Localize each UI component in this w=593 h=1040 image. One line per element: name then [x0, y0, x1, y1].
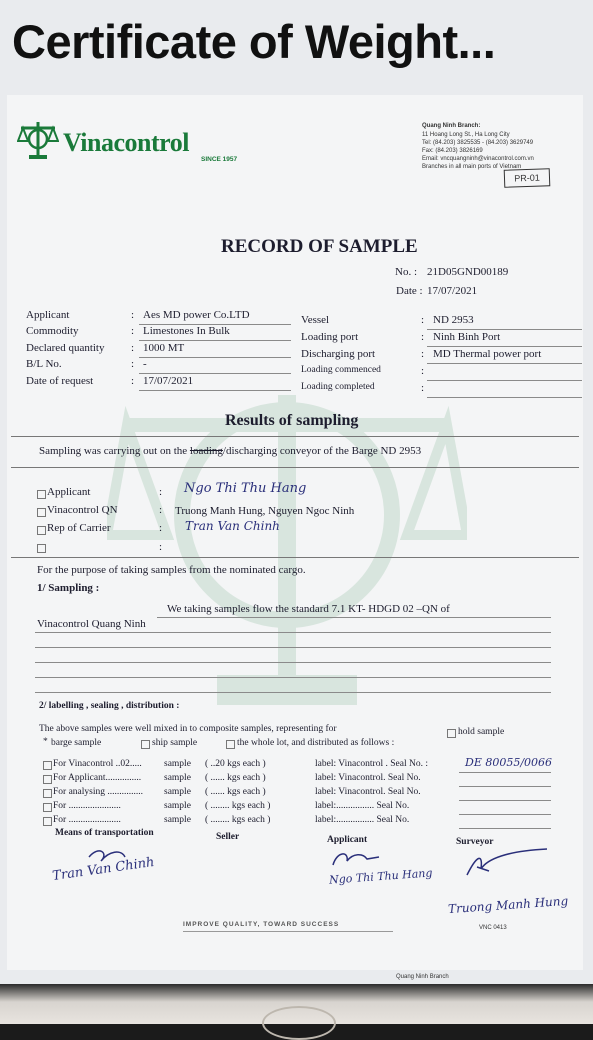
text-line — [35, 677, 551, 678]
divider — [183, 931, 393, 932]
field-underline — [139, 373, 291, 374]
colon: : — [421, 314, 425, 326]
row-sample: sample — [164, 801, 191, 811]
checkbox[interactable] — [43, 803, 52, 812]
text-line — [35, 662, 551, 663]
loading-port-value: Ninh Binh Port — [433, 331, 501, 343]
branch-fax: Fax: (84.203) 3826169 — [422, 148, 483, 154]
record-sheet — [7, 95, 583, 970]
branch-address: 11 Hoang Long St., Ha Long City — [422, 132, 510, 138]
doc-date-value: 17/07/2021 — [427, 285, 478, 297]
field-underline — [139, 357, 291, 358]
loading-completed-label: Loading completed — [301, 382, 375, 392]
commodity-label: Commodity — [26, 325, 79, 337]
row-kgs: ( ...... kgs each ) — [205, 773, 266, 783]
quantity-value: 1000 MT — [143, 342, 185, 354]
footer-branch: Quang Ninh Branch — [396, 974, 449, 980]
logo-since: SINCE 1957 — [201, 156, 238, 163]
party-vinacontrol-label: Vinacontrol QN — [47, 504, 118, 516]
hold-sample-checkbox[interactable] — [447, 729, 456, 738]
barge-sample-label: barge sample — [51, 738, 102, 748]
row-sample: sample — [164, 787, 191, 797]
surveyor-heading: Surveyor — [456, 837, 494, 847]
results-title: Results of sampling — [225, 412, 359, 429]
standard-line-2: Vinacontrol Quang Ninh — [37, 618, 146, 630]
vinacontrol-reps: Truong Manh Hung, Nguyen Ngoc Ninh — [175, 505, 355, 517]
commodity-value: Limestones In Bulk — [143, 325, 230, 337]
checkbox[interactable] — [43, 817, 52, 826]
applicant-value: Aes MD power Co.LTD — [143, 309, 250, 321]
colon: : — [159, 522, 163, 534]
seal-line — [459, 786, 551, 787]
row-label: label:................ Seal No. — [315, 815, 410, 825]
row-kgs: ( ........ kgs each ) — [205, 801, 271, 811]
row-for: For ...................... — [53, 801, 121, 811]
divider — [11, 436, 579, 437]
divider — [11, 557, 579, 558]
surveyor-code: VNC 0413 — [479, 925, 507, 931]
seller-heading: Seller — [216, 832, 240, 842]
applicant-signature-name: Ngo Thi Thu Hang — [328, 866, 433, 887]
seal-line — [459, 814, 551, 815]
row-for: For Vinacontrol ..02..... — [53, 759, 142, 769]
row-label: label: Vinacontrol. Seal No. — [315, 773, 421, 783]
field-underline — [427, 363, 582, 364]
document-title: RECORD OF SAMPLE — [221, 236, 418, 257]
request-date-value: 17/07/2021 — [143, 375, 194, 387]
text-line — [35, 632, 551, 633]
row-label: label:................ Seal No. — [315, 801, 410, 811]
party-carrier-label: Rep of Carrier — [47, 522, 111, 534]
transport-signature-name: Tran Van Chinh — [51, 854, 156, 885]
checkbox[interactable] — [43, 775, 52, 784]
doc-no-label: No. : — [395, 266, 417, 278]
mixed-text: The above samples were well mixed in to composite samples, representing for — [39, 724, 337, 734]
text-line — [157, 617, 551, 618]
whole-lot-label: the whole lot, and distributed as follows : — [237, 738, 395, 748]
text-line — [35, 692, 551, 693]
doc-no-value: 21D05GND00189 — [427, 266, 509, 278]
field-underline — [427, 329, 582, 330]
loading-commenced-label: Loading commenced — [301, 365, 381, 375]
applicant-handwriting: Ngo Thi Thu Hang — [184, 481, 307, 496]
field-underline — [427, 397, 582, 398]
checkbox[interactable] — [37, 508, 46, 517]
vinacontrol-logo-text: Vinacontrol — [63, 128, 189, 157]
colon: : — [421, 348, 425, 360]
seal-line — [459, 828, 551, 829]
transport-heading: Means of transportation — [55, 828, 154, 838]
colon: : — [421, 365, 425, 377]
struck-word: loading — [189, 445, 223, 457]
row-kgs: ( ...... kgs each ) — [205, 787, 266, 797]
purpose-text: For the purpose of taking samples from the nominated cargo. — [37, 564, 306, 576]
field-underline — [139, 390, 291, 391]
row-label: label: Vinacontrol . Seal No. : — [315, 759, 428, 769]
branch-name: Quang Ninh Branch: — [422, 123, 481, 129]
party-applicant-label: Applicant — [47, 486, 91, 498]
sampling-heading: 1/ Sampling : — [37, 582, 100, 594]
vessel-label: Vessel — [301, 314, 330, 326]
checkbox[interactable] — [43, 789, 52, 798]
sampling-text: Sampling was carrying out on the — [39, 445, 188, 457]
sampling-text-rest: /discharging conveyor of the Barge ND 2953 — [222, 445, 422, 457]
colon: : — [159, 541, 163, 553]
vessel-value: ND 2953 — [433, 314, 474, 326]
bl-value: - — [143, 358, 147, 370]
labelling-heading: 2/ labelling , sealing , distribution : — [39, 701, 180, 711]
row-for: For analysing ............... — [53, 787, 143, 797]
discharging-port-value: MD Thermal power port — [433, 348, 542, 360]
applicant-signature-icon — [327, 847, 387, 873]
colon: : — [159, 486, 163, 498]
footer-slogan: IMPROVE QUALITY, TOWARD SUCCESS — [183, 921, 340, 928]
colon: : — [159, 504, 163, 516]
surveyor-signature-icon — [447, 845, 557, 885]
checkbox[interactable] — [37, 490, 46, 499]
row-sample: sample — [164, 773, 191, 783]
field-underline — [139, 340, 291, 341]
ship-sample-label: ship sample — [152, 738, 198, 748]
branch-tel: Tel: (84.203) 3825535 - (84.203) 3629749 — [422, 140, 534, 146]
checkbox[interactable] — [43, 761, 52, 770]
quantity-label: Declared quantity — [26, 342, 105, 354]
home-button[interactable] — [262, 1006, 336, 1040]
barge-check-mark: * — [43, 737, 48, 747]
text-line — [35, 647, 551, 648]
whole-lot-checkbox[interactable] — [226, 740, 235, 749]
branch-email: Email: vncquangninh@vinacontrol.com.vn — [422, 156, 534, 162]
hold-sample-label: hold sample — [458, 727, 505, 737]
field-underline — [427, 346, 582, 347]
applicant-label: Applicant — [26, 309, 70, 321]
colon: : — [131, 342, 135, 354]
row-kgs: ( ........ kgs each ) — [205, 815, 271, 825]
colon: : — [131, 309, 135, 321]
seal-line — [459, 800, 551, 801]
request-date-label: Date of request — [26, 375, 94, 387]
row-kgs: ( ..20 kgs each ) — [205, 759, 266, 769]
ship-sample-checkbox[interactable] — [141, 740, 150, 749]
carrier-handwriting: Tran Van Chinh — [185, 519, 280, 533]
colon: : — [421, 331, 425, 343]
colon: : — [131, 358, 135, 370]
bl-label: B/L No. — [26, 358, 62, 370]
surveyor-signature-name: Truong Manh Hung — [447, 893, 569, 917]
colon: : — [421, 382, 425, 394]
row-sample: sample — [164, 759, 191, 769]
standard-line-1: We taking samples flow the standard 7.1 KT- HDGD 02 –QN of — [167, 603, 450, 615]
checkbox[interactable] — [37, 526, 46, 535]
discharging-port-label: Discharging port — [301, 348, 376, 360]
row-sample: sample — [164, 815, 191, 825]
sampling-sentence — [39, 445, 421, 457]
vinacontrol-scale-icon — [17, 119, 59, 161]
seal-line — [459, 772, 551, 773]
branch-network: Branches in all main ports of Vietnam — [422, 164, 522, 170]
applicant-heading: Applicant — [327, 835, 368, 845]
field-underline — [139, 324, 291, 325]
colon: : — [131, 375, 135, 387]
field-underline — [427, 380, 582, 381]
form-code-stamp: PR-01 — [504, 168, 551, 188]
doc-date-label: Date : — [396, 285, 423, 297]
divider — [11, 467, 579, 468]
certificate-title: Certificate of Weight... — [12, 15, 496, 68]
loading-port-label: Loading port — [301, 331, 359, 343]
row-label: label: Vinacontrol. Seal No. — [315, 787, 421, 797]
seal-number-handwriting: DE 80055/0066 — [465, 756, 553, 769]
colon: : — [131, 325, 135, 337]
row-for: For Applicant............... — [53, 773, 142, 783]
row-for: For ...................... — [53, 815, 121, 825]
checkbox[interactable] — [37, 544, 46, 553]
